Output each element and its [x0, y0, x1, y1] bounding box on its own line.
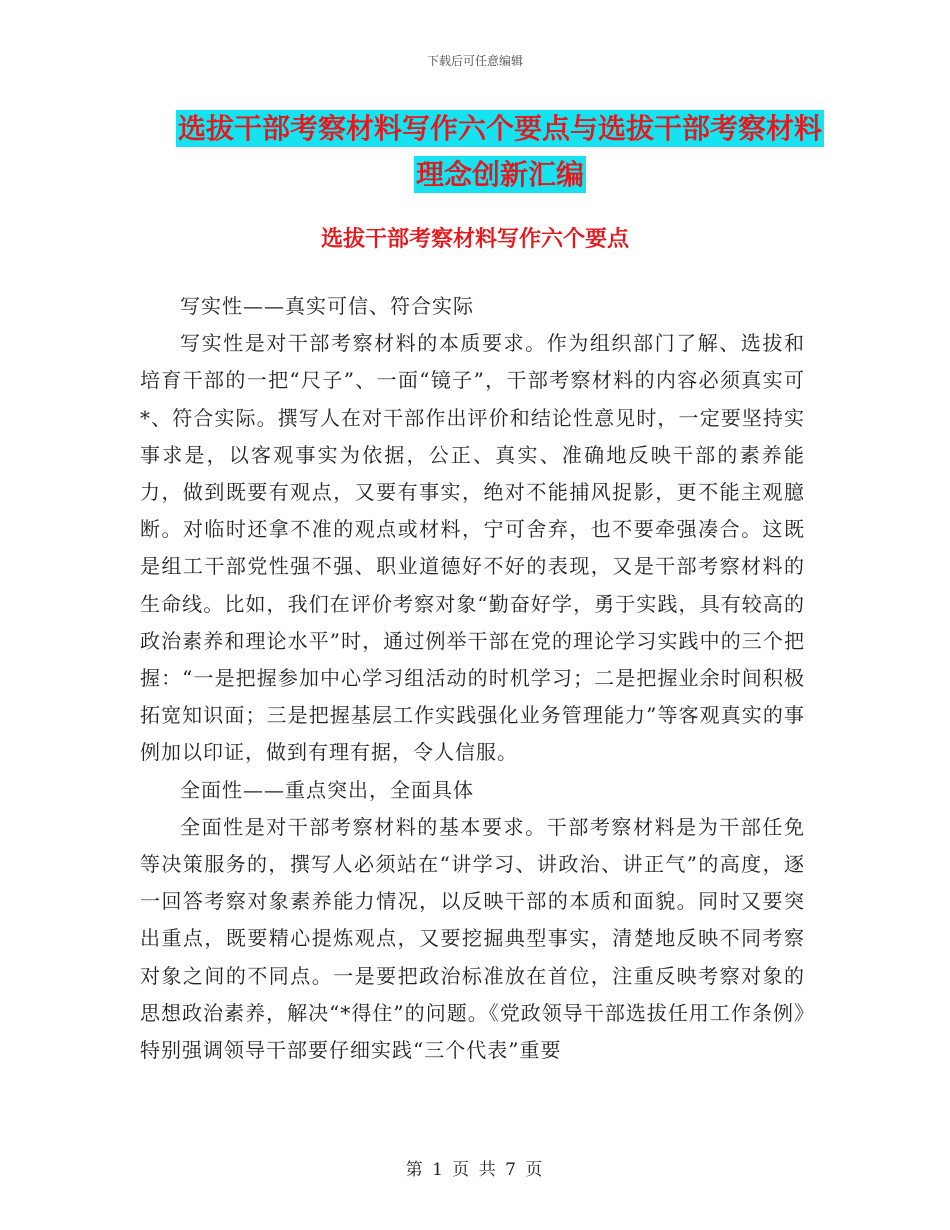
- paragraph-comprehensiveness: 全面性是对干部考察材料的基本要求。干部考察材料是为干部任免等决策服务的，撰写人必须站在“讲学习、讲政治、讲正气”的高度，逐一回答考察对象素养能力情况，以反映干部的本质和面貌。同时又要突出重点，既要精心提炼观点，又要挖掘典型事实，清楚地反映不同考察对象之间的不同点。一是要把政治标准放在首位，注重反映考察对象的思想政治素养，解决“*得住”的问题。《党政领导干部选拔任用工作条例》特别强调领导干部要仔细实践“三个代表”重要: [140, 814, 805, 1063]
- page-number-footer: 第 1 页 共 7 页: [405, 1160, 545, 1180]
- paragraph-realism: 写实性是对干部考察材料的本质要求。作为组织部门了解、选拔和培育干部的一把“尺子”、一面“镜子”，干部考察材料的内容必须真实可*、符合实际。撰写人在对干部作出评价和结论性意见时，一定要坚持实事求是，以客观事实为依据，公正、真实、准确地反映干部的素养能力，做到既要有观点，又要有事实，绝对不能捕风捉影，更不能主观臆断。对临时还拿不准的观点或材料，宁可舍弃，也不要牵强凑合。这既是组工干部党性强不强、职业道德好不好的表现，又是干部考察材料的生命线。比如，我们在评价考察对象“勤奋好学，勇于实践，具有较高的政治素养和理论水平”时，通过例举干部在党的理论学习实践中的三个把握：“一是把握参加中心学习组活动的时机学习；二是把握业余时间积极拓宽知识面；三是把握基层工作实践强化业务管理能力”等客观真实的事例加以印证，做到有理有据，令人信服。: [140, 331, 805, 765]
- body-text: [140, 288, 805, 1069]
- document-title: [140, 106, 860, 198]
- document-title-line-2: 理念创新汇编: [415, 158, 584, 191]
- page-header-note: 下载后可任意编辑: [426, 54, 523, 68]
- section-title: 选拔干部考察材料写作六个要点: [320, 227, 629, 252]
- subheading-realism: 写实性——真实可信、符合实际: [180, 294, 474, 318]
- subheading-comprehensiveness: 全面性——重点突出，全面具体: [180, 777, 474, 802]
- document-title-line-1: 选拔干部考察材料写作六个要点与选拔干部考察材料: [177, 112, 822, 145]
